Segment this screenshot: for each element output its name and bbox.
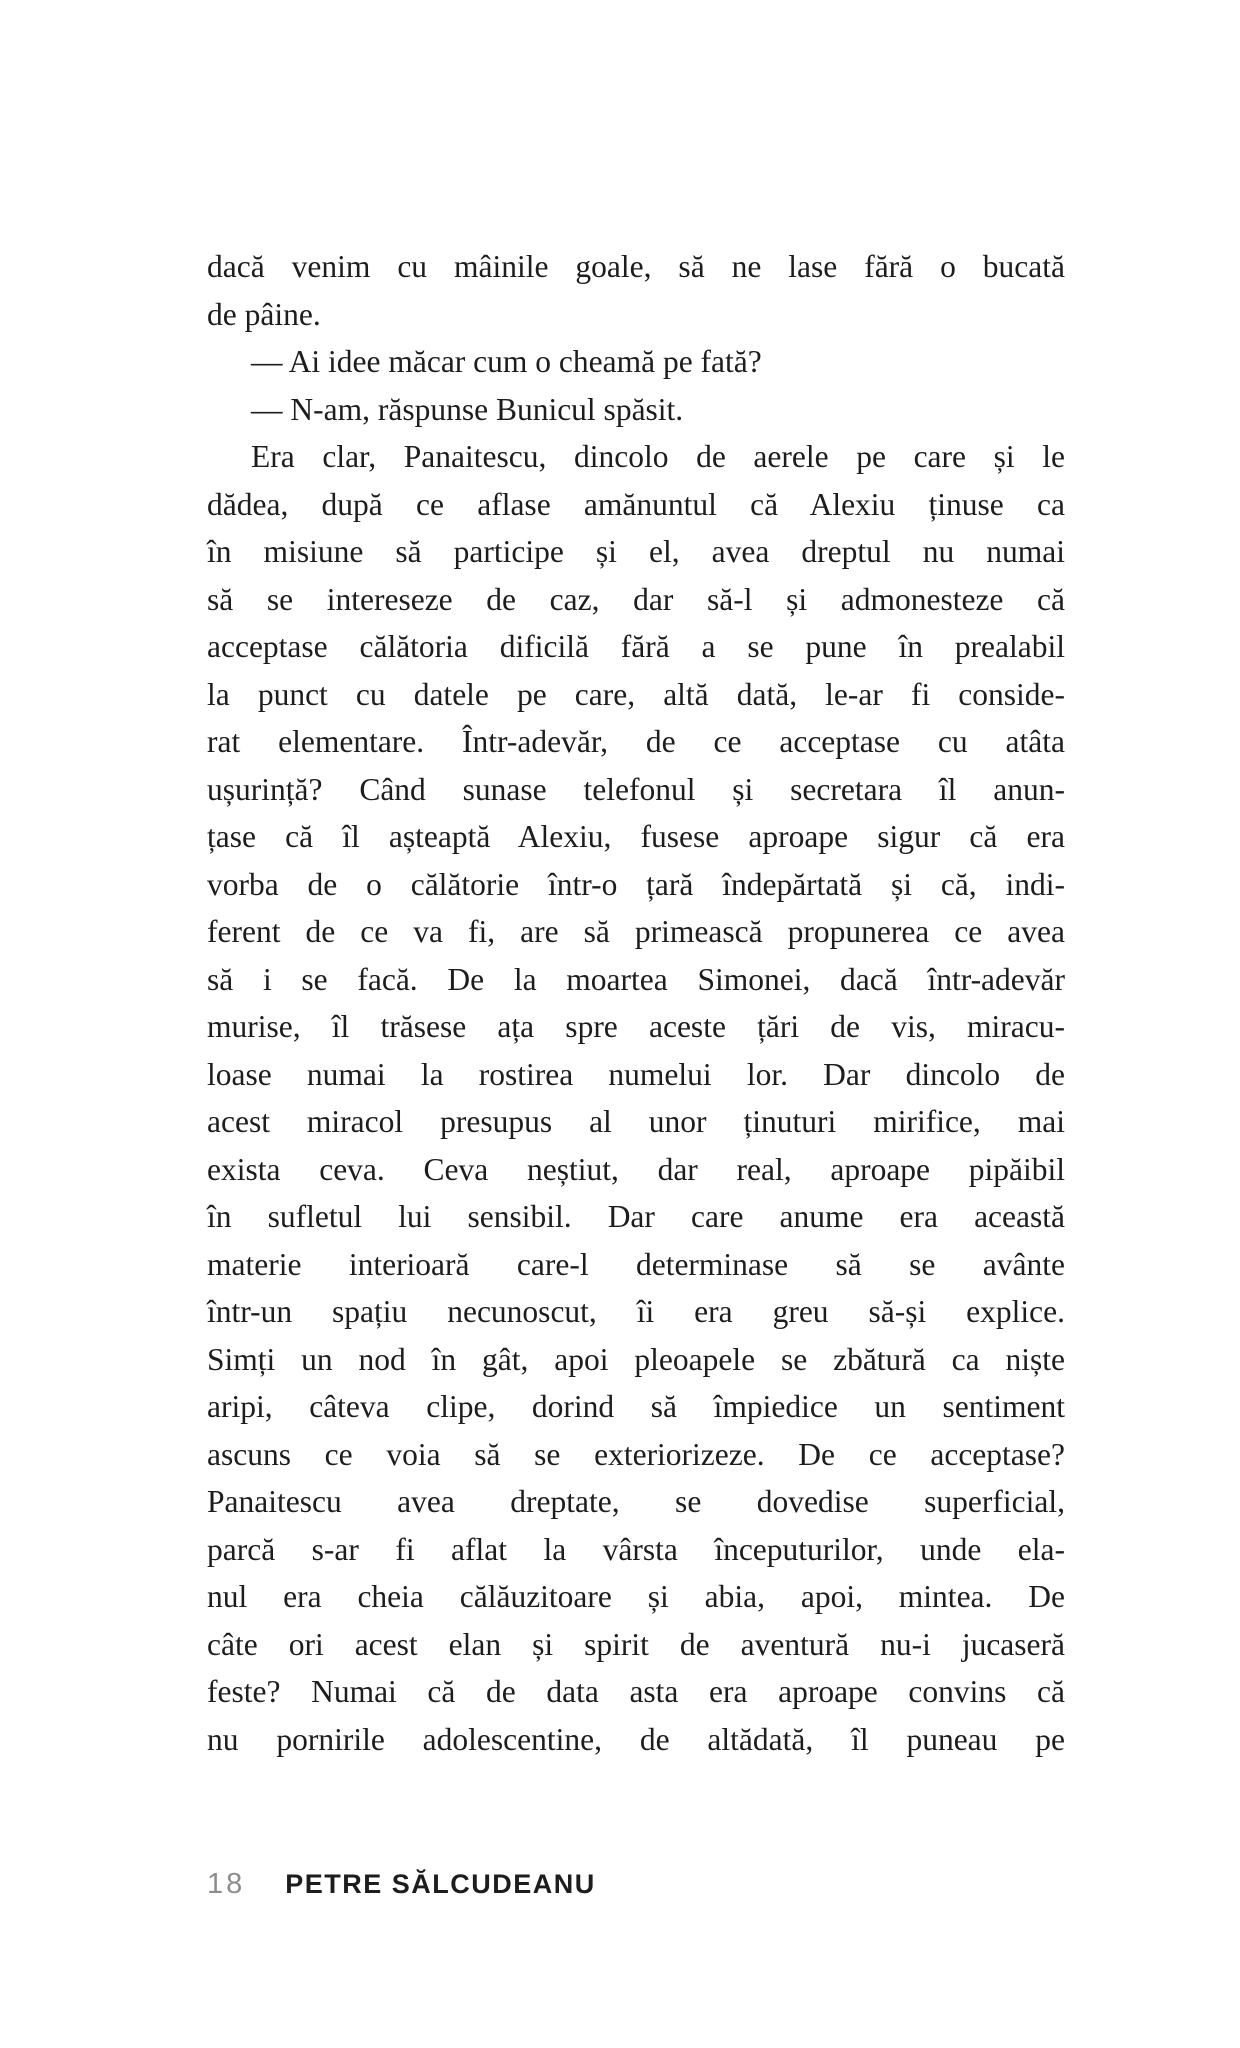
text-line: acest miracol presupus al unor ținuturi mirifice, mai: [207, 1104, 1065, 1139]
text-line: Simți un nod în gât, apoi pleoapele se zbătură ca niște: [207, 1341, 1065, 1377]
text-line: să se intereseze de caz, dar să-l și admonesteze că: [207, 581, 1065, 617]
text-line: în misiune să participe și el, avea dreptul nu numai: [207, 534, 1065, 569]
text-line: ferent de ce va fi, are să primească propunerea ce avea: [207, 914, 1065, 949]
text-block: [207, 243, 1065, 1763]
text-line: materie interioară care-l determinase să se avânte: [207, 1246, 1065, 1282]
text-line: în sufletul lui sensibil. Dar care anume era această: [207, 1199, 1065, 1234]
text-line: la punct cu datele pe care, altă dată, le-ar fi conside-: [207, 676, 1065, 712]
text-line: Panaitescu avea dreptate, se dovedise superficial,: [207, 1484, 1065, 1519]
text-line: rat elementare. Într-adevăr, de ce acceptase cu atâta: [207, 724, 1065, 759]
text-line: nul era cheia călăuzitoare și abia, apoi, mintea. De: [207, 1579, 1065, 1614]
text-line: ușurință? Când sunase telefonul și secretara îl anun-: [207, 771, 1065, 807]
text-line: câte ori acest elan și spirit de aventură nu-i jucaseră: [207, 1626, 1065, 1662]
text-line: nu pornirile adolescentine, de altădată, îl puneau pe: [207, 1721, 1065, 1757]
page-number: 18: [207, 1868, 246, 1900]
text-line: loase numai la rostirea numelui lor. Dar dincolo de: [207, 1056, 1065, 1092]
text-line: acceptase călătoria dificilă fără a se pune în prealabil: [207, 629, 1065, 664]
text-line: Era clar, Panaitescu, dincolo de aerele pe care și le: [251, 439, 1065, 474]
running-footer-author: PETRE SĂLCUDEANU: [285, 1869, 596, 1899]
text-line: murise, îl trăsese ața spre aceste țări de vis, miracu-: [207, 1009, 1065, 1044]
text-line: țase că îl așteaptă Alexiu, fusese aproape sigur că era: [207, 819, 1065, 854]
text-line: să i se facă. De la moartea Simonei, dacă într-adevăr: [207, 961, 1065, 997]
text-line: de pâine.: [207, 296, 321, 332]
text-line: exista ceva. Ceva neștiut, dar real, aproape pipăibil: [207, 1151, 1065, 1187]
text-line: — Ai idee măcar cum o cheamă pe fată?: [251, 344, 762, 379]
text-line: dădea, după ce aflase amănuntul că Alexiu ținuse ca: [207, 486, 1065, 522]
text-line: parcă s-ar fi aflat la vârsta începuturilor, unde ela-: [207, 1531, 1065, 1567]
text-line: — N-am, răspunse Bunicul spăsit.: [251, 391, 684, 427]
text-line: feste? Numai că de data asta era aproape convins că: [207, 1674, 1065, 1709]
text-line: vorba de o călătorie într-o țară îndepărtată și că, indi-: [207, 866, 1065, 902]
footer: [207, 1868, 596, 1901]
text-line: într-un spațiu necunoscut, îi era greu să-și explice.: [207, 1294, 1065, 1329]
text-line: ascuns ce voia să se exteriorizeze. De ce acceptase?: [207, 1436, 1065, 1472]
text-line: dacă venim cu mâinile goale, să ne lase fără o bucată: [207, 249, 1065, 284]
text-line: aripi, câteva clipe, dorind să împiedice un sentiment: [207, 1389, 1065, 1424]
